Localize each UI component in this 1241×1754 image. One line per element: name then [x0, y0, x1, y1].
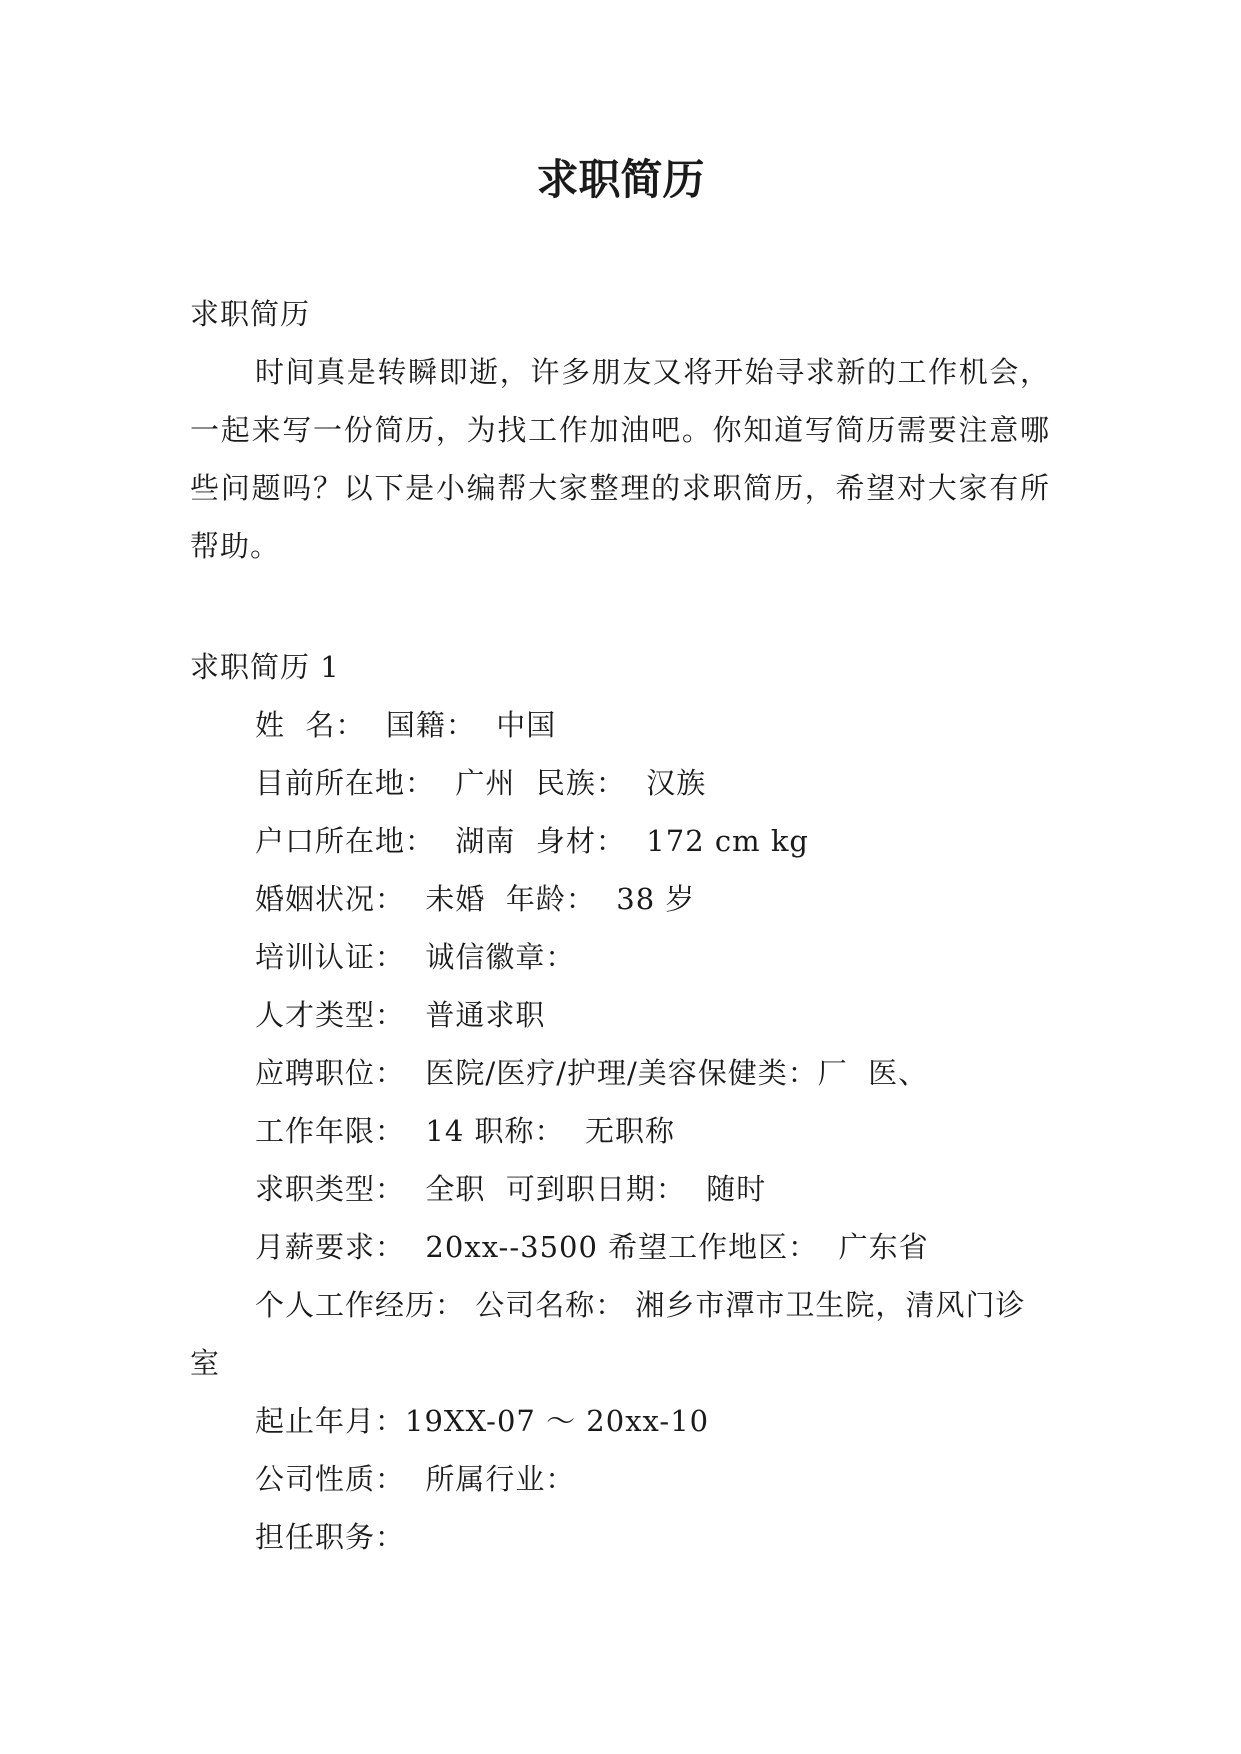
field-work-experience: 个人工作经历： 公司名称： 湘乡市潭市卫生院，清风门诊室: [190, 1288, 1026, 1380]
field-certification: 培训认证： 诚信徽章：: [255, 940, 576, 974]
resume-section-1: [190, 638, 1050, 1566]
field-job-type: 求职类型： 全职 可到职日期： 随时: [255, 1172, 767, 1206]
field-work-years-title: 工作年限： 14 职称： 无职称: [255, 1114, 675, 1148]
section-1-heading: 求职简历 1: [190, 650, 340, 684]
intro-section: [190, 285, 1050, 575]
field-company-nature: 公司性质： 所属行业：: [255, 1462, 576, 1496]
field-marital-age: 婚姻状况： 未婚 年龄： 38 岁: [255, 882, 696, 916]
field-salary-region: 月薪要求： 20xx--3500 希望工作地区： 广东省: [255, 1230, 929, 1264]
field-applied-position: 应聘职位： 医院/医疗/护理/美容保健类：厂 医、: [255, 1056, 929, 1090]
document-title: 求职简历: [536, 155, 705, 204]
field-location-ethnicity: 目前所在地： 广州 民族： 汉族: [255, 766, 707, 800]
field-period: 起止年月：19XX-07 ～ 20xx-10: [255, 1404, 710, 1438]
field-name-nationality: 姓 名： 国籍： 中国: [255, 708, 557, 742]
intro-paragraph: 时间真是转瞬即逝，许多朋友又将开始寻求新的工作机会，一起来写一份简历，为找工作加油吧。你知道写简历需要注意哪些问题吗？以下是小编帮大家整理的求职简历，希望对大家有所帮助。: [190, 355, 1050, 563]
field-position-held: 担任职务：: [255, 1520, 406, 1554]
field-household-stature: 户口所在地： 湖南 身材： 172 cm kg: [255, 824, 809, 858]
field-talent-type: 人才类型： 普通求职: [255, 998, 546, 1032]
intro-heading: 求职简历: [190, 297, 311, 331]
